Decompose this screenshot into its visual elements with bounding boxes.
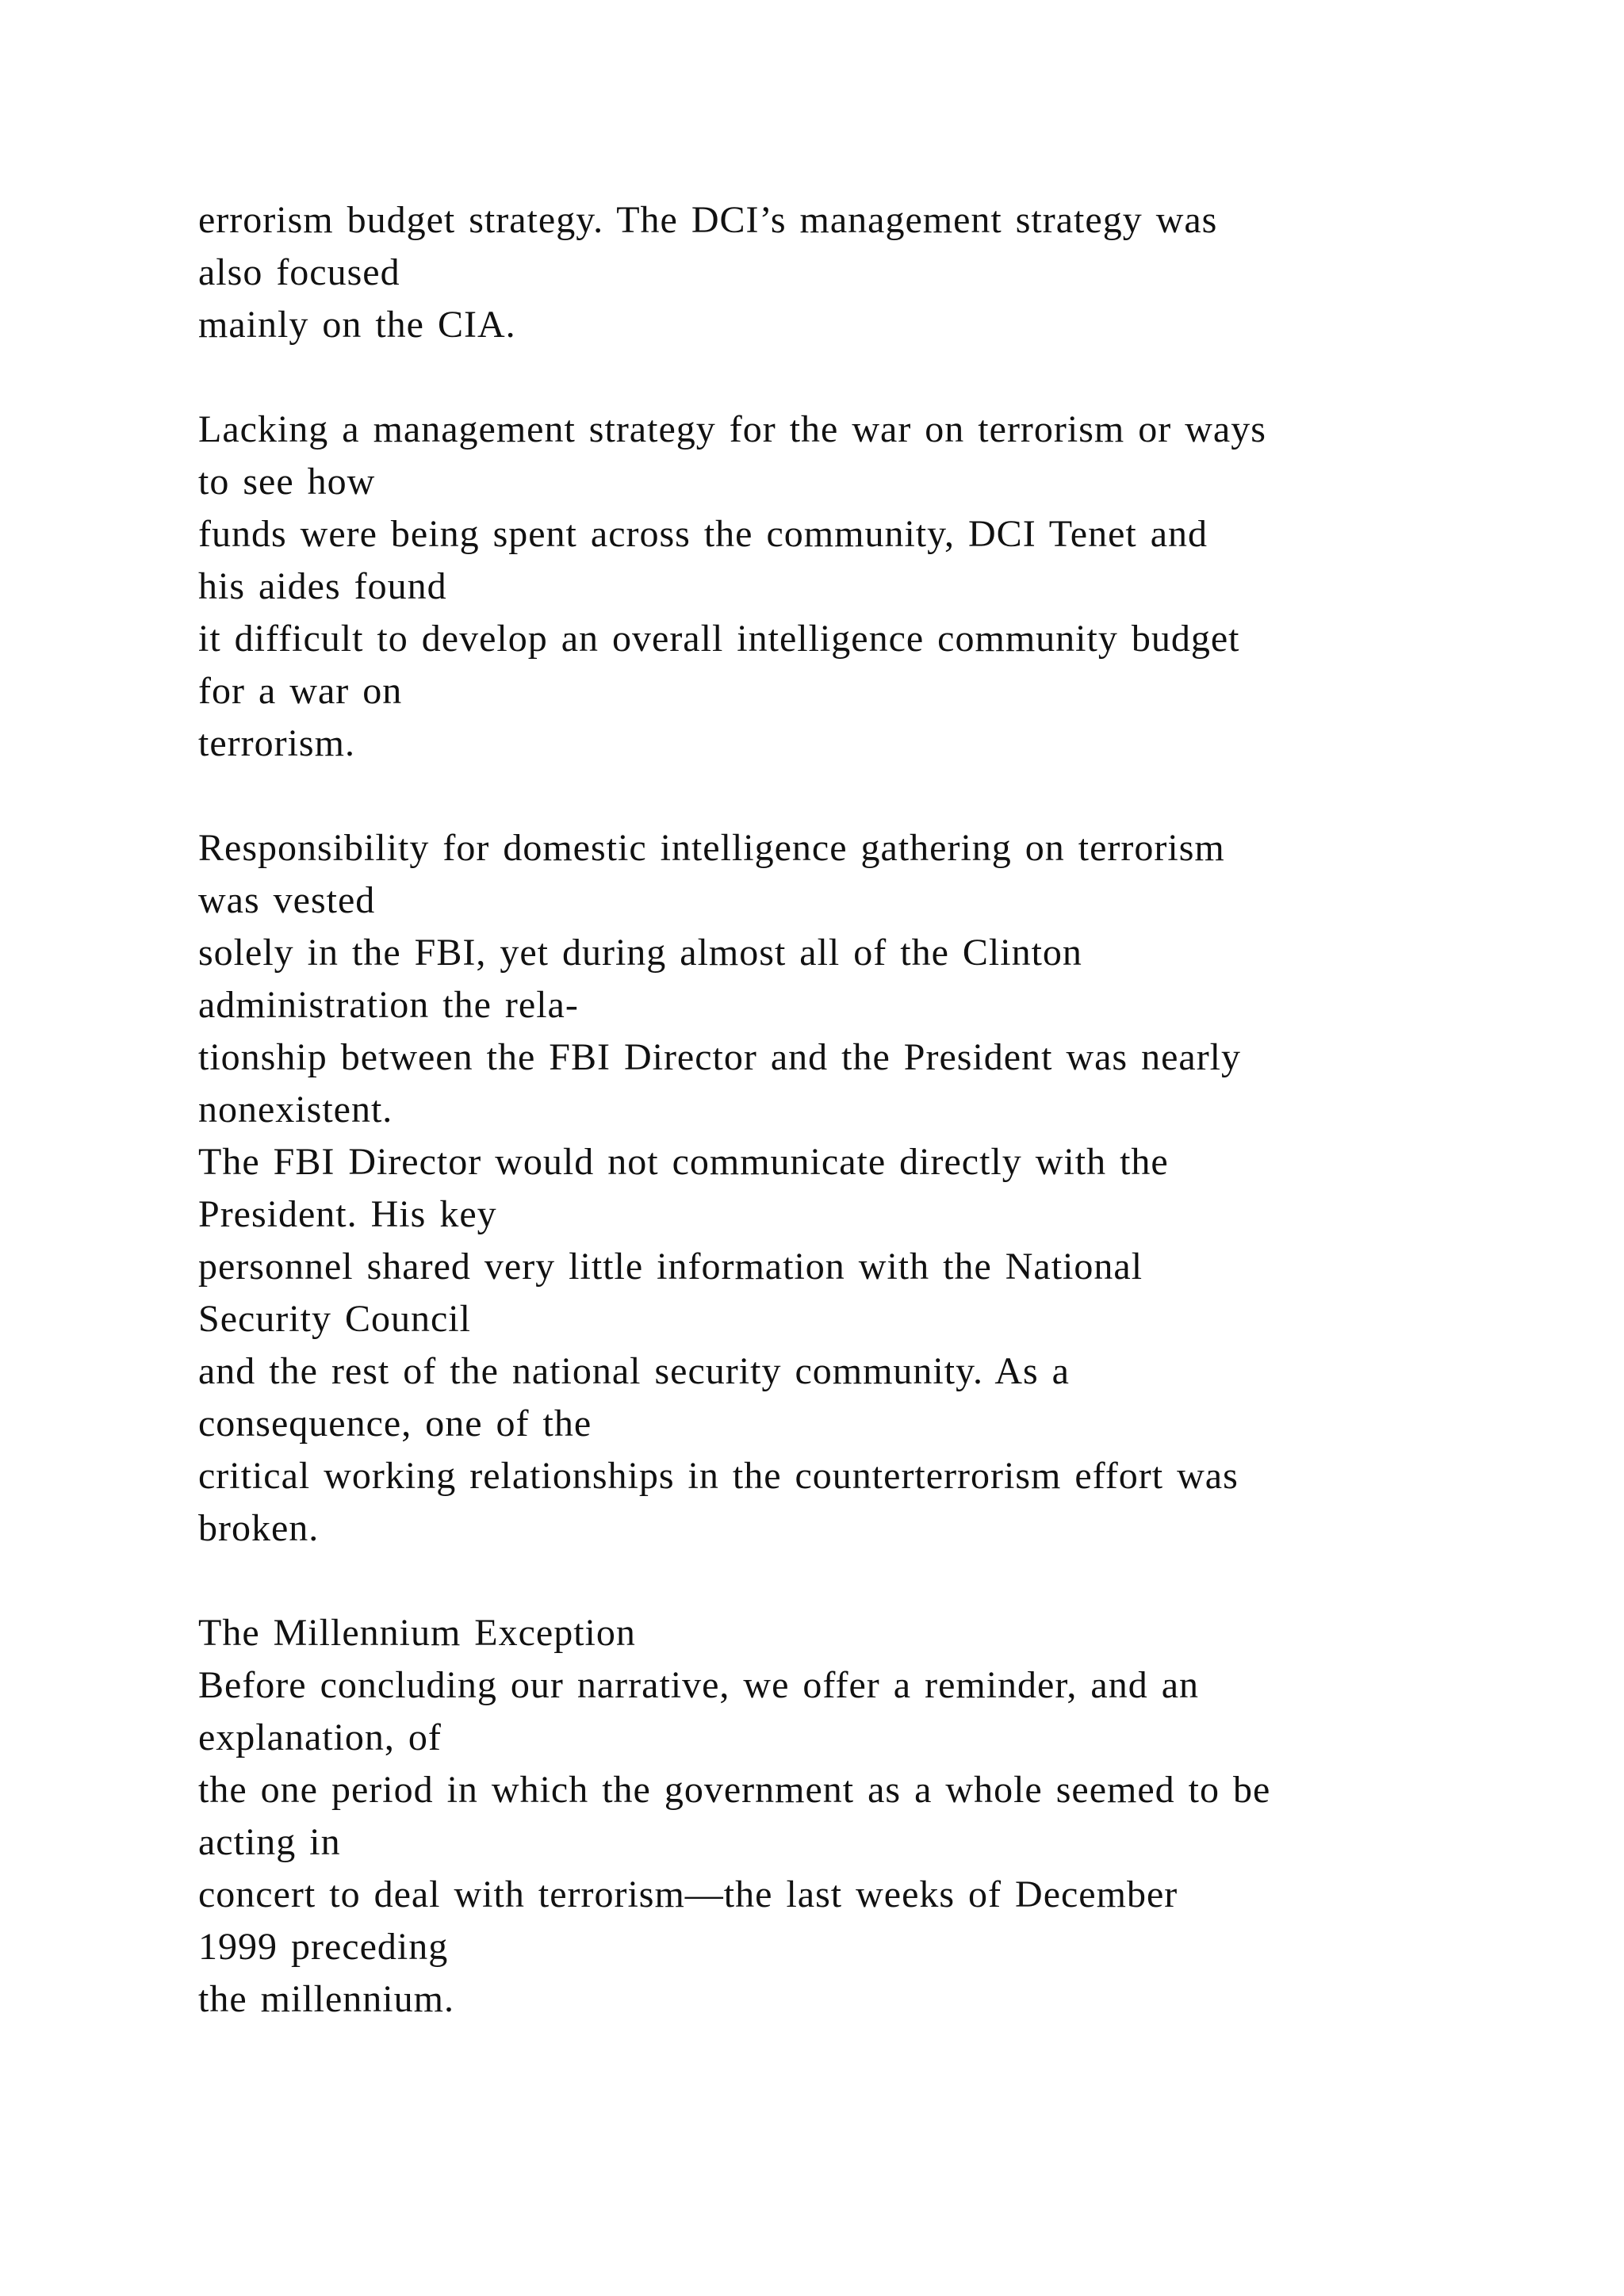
text-line: personnel shared very little information with the National [198, 1246, 1143, 1288]
text-line: solely in the FBI, yet during almost all of the Clinton [198, 932, 1082, 974]
text-line: acting in [198, 1821, 341, 1863]
text-line: funds were being spent across the community, DCI Tenet and [198, 513, 1208, 555]
text-line: concert to deal with terrorism—the last weeks of December [198, 1873, 1178, 1915]
document-body-text [198, 194, 1546, 2026]
text-line: The Millennium Exception [198, 1612, 636, 1654]
text-line: administration the rela- [198, 984, 579, 1026]
text-line: critical working relationships in the counterterrorism effort was [198, 1455, 1239, 1497]
text-line: to see how [198, 461, 376, 503]
text-line: tionship between the FBI Director and the President was nearly [198, 1036, 1242, 1078]
text-line: Before concluding our narrative, we offer a reminder, and an [198, 1664, 1200, 1706]
text-line: and the rest of the national security community. As a [198, 1350, 1070, 1392]
paragraph-gap [198, 770, 1546, 822]
text-line: his aides found [198, 565, 447, 607]
paragraph-gap [198, 1555, 1546, 1607]
text-line: Lacking a management strategy for the war on terrorism or ways [198, 408, 1266, 450]
text-line: consequence, one of the [198, 1402, 592, 1445]
paragraph-gap [198, 351, 1546, 404]
text-line: President. His key [198, 1193, 497, 1235]
text-line: Security Council [198, 1298, 471, 1340]
text-line: mainly on the CIA. [198, 304, 516, 346]
text-line: explanation, of [198, 1716, 442, 1758]
text-line: the millennium. [198, 1978, 454, 2020]
text-line: Responsibility for domestic intelligence gathering on terrorism [198, 827, 1225, 869]
text-line: for a war on [198, 670, 403, 712]
text-line: 1999 preceding [198, 1926, 449, 1968]
text-line: broken. [198, 1507, 320, 1549]
text-line: nonexistent. [198, 1089, 393, 1131]
text-line: the one period in which the government as a whole seemed to be [198, 1769, 1271, 1811]
text-line: terrorism. [198, 722, 355, 764]
text-line: was vested [198, 879, 376, 921]
text-line: also focused [198, 251, 400, 293]
text-line: The FBI Director would not communicate directly with the [198, 1141, 1169, 1183]
text-line: errorism budget strategy. The DCI’s management strategy was [198, 199, 1218, 241]
text-line: it difficult to develop an overall intelligence community budget [198, 618, 1240, 660]
